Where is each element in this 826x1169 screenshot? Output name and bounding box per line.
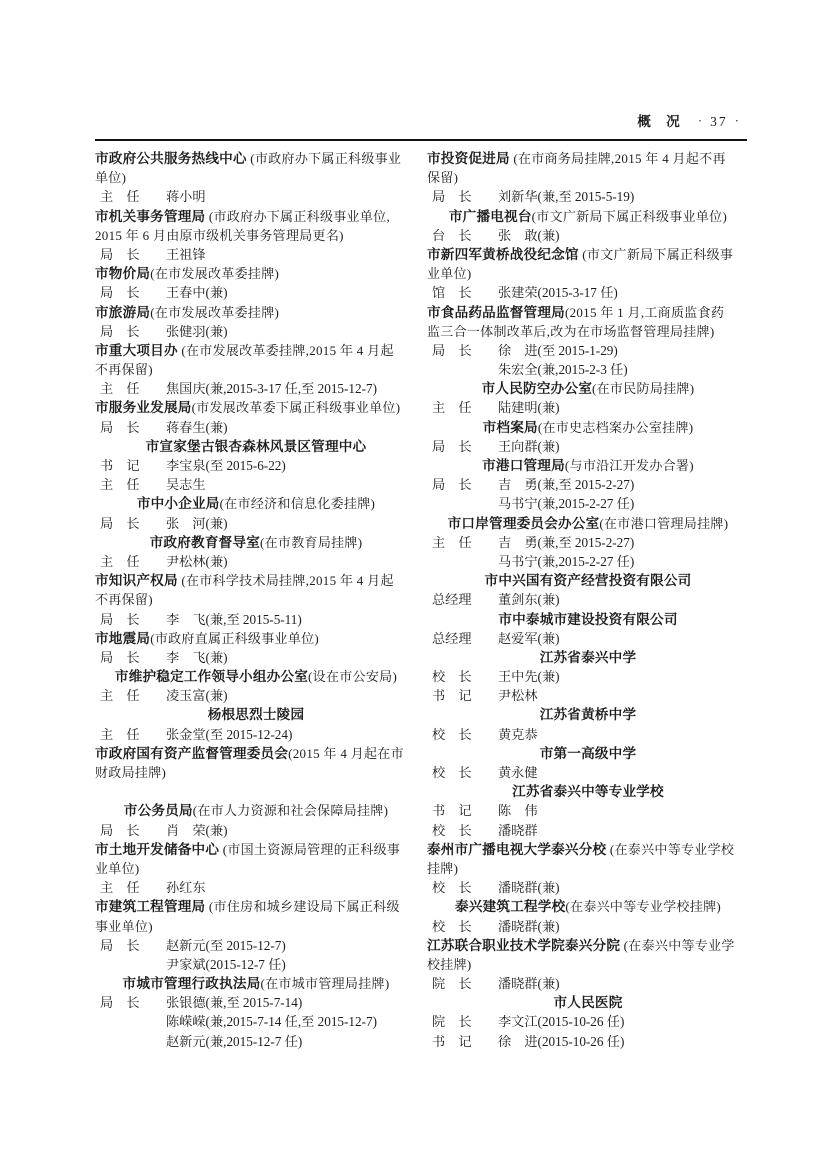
- org-note-continuation: [95, 763, 417, 782]
- officer-row: [95, 475, 417, 494]
- left-column: [95, 149, 417, 1051]
- org-name: 杨根思烈士陵园: [207, 707, 305, 723]
- org-note-continuation: [427, 322, 749, 341]
- officer-name: 黄永健: [498, 765, 538, 780]
- officer-row: [427, 917, 749, 936]
- org-entry: [95, 629, 417, 648]
- officer-row: [427, 629, 749, 648]
- org-note-text: 单位): [95, 170, 127, 186]
- officer-name: 尹松林: [498, 688, 538, 704]
- org-name: 市第一高级中学: [539, 745, 637, 761]
- officer-extra-row: [427, 552, 749, 571]
- officer-title: 局 长: [100, 419, 140, 435]
- org-entry-centered: [95, 437, 417, 456]
- org-entry: [427, 149, 749, 168]
- officer-name: 潘晓群(兼): [498, 880, 560, 896]
- org-note-text: 不再保留): [95, 362, 153, 378]
- officer-row: [427, 283, 749, 302]
- officer-title: 局 长: [100, 937, 140, 953]
- officer-title: 局 长: [432, 189, 472, 205]
- officer-row: [427, 667, 749, 686]
- officer-name: 黄克恭: [498, 726, 538, 742]
- org-note-continuation: [427, 955, 749, 974]
- officer-title: 总经理: [432, 592, 472, 608]
- officer-row: [427, 533, 749, 552]
- officer-row: [95, 936, 417, 955]
- officer-name: 董剑东(兼): [498, 592, 560, 608]
- officer-row: [95, 379, 417, 398]
- org-note-text: 校挂牌): [427, 956, 472, 972]
- org-name: 市档案局: [482, 419, 538, 435]
- officer-title: 校 长: [432, 918, 472, 934]
- page-number: 37: [710, 114, 728, 129]
- org-note-text: 业单位): [427, 266, 472, 282]
- officer-row: [427, 1012, 749, 1031]
- org-note-text: 保留): [427, 170, 459, 186]
- org-entry: [427, 840, 749, 859]
- org-entry-centered: [427, 744, 749, 763]
- org-entry: [95, 897, 417, 916]
- officer-row: [427, 398, 749, 417]
- org-note: (在市城市管理局挂牌): [260, 976, 390, 992]
- officer-row: [427, 475, 749, 494]
- org-note-continuation: [95, 168, 417, 187]
- officer-row: [95, 245, 417, 264]
- officer-name: 赵爱军(兼): [498, 630, 560, 646]
- officer-name: 刘新华(兼,至 2015-5-19): [498, 189, 635, 205]
- org-entry-centered: [427, 571, 749, 590]
- officer-row: [95, 322, 417, 341]
- officer-row: [427, 686, 749, 705]
- officer-name: 尹家斌(2015-12-7 任): [166, 956, 286, 972]
- officer-title: 局 长: [100, 323, 140, 339]
- org-entry-centered: [427, 514, 749, 533]
- org-name: 市建筑工程管理局: [95, 899, 206, 915]
- officer-row: [95, 187, 417, 206]
- officer-title: 书 记: [432, 1033, 472, 1049]
- officer-title: 局 长: [100, 611, 140, 627]
- org-name: 泰州市广播电视大学泰兴分校: [427, 841, 607, 857]
- officer-name: 蒋小明: [166, 189, 206, 205]
- org-name: 市服务业发展局: [95, 400, 192, 416]
- org-note: (市政府办下属正科级事业: [246, 151, 402, 166]
- officer-title: 书 记: [432, 688, 472, 704]
- org-note: (设在市公安局): [308, 669, 398, 685]
- org-name: 江苏联合职业技术学院泰兴分院: [427, 937, 621, 953]
- org-name: 市土地开发储备中心: [95, 841, 220, 857]
- officer-title: 主 任: [100, 726, 140, 742]
- org-name: 市中泰城市建设投资有限公司: [498, 611, 678, 627]
- org-entry-centered: [95, 667, 417, 686]
- org-note-continuation: [427, 264, 749, 283]
- org-note: (与市沿江开发办合署): [564, 458, 694, 473]
- officer-name: 尹松林(兼): [166, 553, 228, 569]
- officer-row: [427, 801, 749, 820]
- org-name: 市旅游局: [95, 304, 151, 320]
- officer-title: 主 任: [100, 189, 140, 205]
- officer-name: 吴志生: [166, 477, 206, 493]
- org-name: 江苏省黄桥中学: [539, 707, 637, 723]
- org-name: 市口岸管理委员会办公室: [447, 515, 600, 531]
- org-name: 市人民防空办公室: [481, 381, 592, 397]
- org-name: 市政府国有资产监督管理委员会: [95, 745, 289, 761]
- officer-title: 主 任: [432, 400, 472, 416]
- header-rule: [95, 139, 747, 141]
- officer-row: [427, 341, 749, 360]
- org-note-text: 挂牌): [427, 860, 459, 876]
- officer-name: 李文江(2015-10-26 任): [498, 1014, 625, 1030]
- org-entry-centered: [95, 974, 417, 993]
- officer-title: 局 长: [100, 285, 140, 301]
- officer-row: [95, 725, 417, 744]
- org-name: 江苏省泰兴中等专业学校: [512, 784, 664, 800]
- org-note: (在市商务局挂牌,2015 年 4 月起不再: [509, 151, 726, 166]
- org-entry: [95, 207, 417, 226]
- officer-title: 局 长: [100, 515, 140, 531]
- org-note: (市住房和城乡建设局下属正科级: [205, 899, 400, 915]
- officer-name: 张 敢(兼): [498, 227, 560, 243]
- officer-title: 校 长: [432, 765, 472, 780]
- org-note: (在市科学技术局挂牌,2015 年 4 月起: [177, 573, 394, 589]
- officer-name: 李宝泉(至 2015-6-22): [166, 458, 286, 473]
- officer-title: 主 任: [432, 534, 472, 550]
- org-entry-centered: [95, 533, 417, 552]
- officer-row: [95, 993, 417, 1012]
- officer-name: 朱宏全(兼,2015-2-3 任): [498, 362, 628, 378]
- blank-line: [95, 782, 417, 801]
- officer-title: 主 任: [100, 477, 140, 493]
- officer-row: [95, 418, 417, 437]
- officer-name: 潘晓群: [498, 822, 538, 838]
- officer-extra-row: [95, 955, 417, 974]
- officer-title: 局 长: [432, 342, 472, 358]
- org-note-text: 事业单位): [95, 918, 153, 934]
- org-name: 泰兴建筑工程学校: [455, 899, 566, 915]
- officer-row: [95, 552, 417, 571]
- officer-name: 王向群(兼): [498, 438, 560, 454]
- officer-title: 主 任: [100, 688, 140, 704]
- officer-row: [427, 974, 749, 993]
- officer-title: 主 任: [100, 553, 140, 569]
- org-note: (在泰兴中等专业学校挂牌): [565, 899, 721, 915]
- officer-title: 局 长: [100, 649, 140, 665]
- right-column: [427, 149, 749, 1051]
- org-note: (在市教育局挂牌): [260, 534, 363, 550]
- org-name: 市广播电视台: [448, 208, 532, 224]
- org-entry-centered: [427, 993, 749, 1012]
- officer-name: 张健羽(兼): [166, 323, 228, 339]
- org-entry-centered: [427, 456, 749, 475]
- officer-name: 陈 伟: [498, 803, 538, 819]
- org-entry-centered: [427, 610, 749, 629]
- org-entry-centered: [95, 801, 417, 820]
- org-note: (市发展改革委下属正科级事业单位): [191, 400, 401, 416]
- officer-row: [427, 226, 749, 245]
- content-columns: [95, 149, 749, 1051]
- officer-name: 马书宁(兼,2015-2-27 任): [498, 496, 635, 512]
- officer-name: 凌玉富(兼): [166, 688, 228, 704]
- officer-row: [427, 590, 749, 609]
- org-name: 市食品药品监督管理局: [427, 304, 565, 320]
- org-note: (2015 年 1 月,工商质监食药: [564, 304, 725, 320]
- org-entry-centered: [427, 379, 749, 398]
- org-entry: [95, 398, 417, 417]
- officer-extra-row: [427, 494, 749, 513]
- org-note: (在市港口管理局挂牌): [599, 515, 729, 531]
- officer-title: 院 长: [432, 976, 472, 992]
- org-note-text: 2015 年 6 月由原市级机关事务管理局更名): [95, 227, 344, 243]
- officer-name: 赵新元(兼,2015-12-7 任): [166, 1033, 303, 1049]
- officer-name: 李 飞(兼,至 2015-5-11): [166, 611, 302, 627]
- officer-title: 主 任: [100, 381, 140, 397]
- org-note-continuation: [95, 360, 417, 379]
- officer-name: 张 河(兼): [166, 515, 228, 531]
- officer-title: 台 长: [432, 227, 472, 243]
- running-head: [95, 110, 747, 134]
- officer-name: 李 飞(兼): [166, 649, 228, 665]
- officer-name: 张建荣(2015-3-17 任): [498, 285, 618, 301]
- officer-title: 校 长: [432, 726, 472, 742]
- officer-extra-row: [427, 360, 749, 379]
- org-name: 市知识产权局: [95, 573, 178, 589]
- officer-name: 潘晓群(兼): [498, 976, 560, 992]
- officer-row: [95, 456, 417, 475]
- officer-title: 书 记: [100, 458, 140, 473]
- org-note: (市政府办下属正科级事业单位,: [205, 208, 390, 224]
- officer-title: 书 记: [432, 803, 472, 819]
- org-name: 市宣家堡古银杏森林风景区管理中心: [145, 438, 367, 454]
- org-note: (在市发展改革委挂牌): [150, 304, 280, 320]
- org-entry-centered: [95, 705, 417, 724]
- org-note-text: 不再保留): [95, 592, 153, 608]
- org-name: 市重大项目办: [95, 342, 178, 358]
- org-name: 市政府教育督导室: [149, 534, 260, 550]
- org-note: (在泰兴中等专业学校: [606, 841, 735, 857]
- officer-row: [427, 1032, 749, 1051]
- org-note: (在市发展改革委挂牌,2015 年 4 月起: [177, 342, 394, 358]
- officer-row: [427, 878, 749, 897]
- org-entry: [427, 303, 749, 322]
- org-note: (在市经济和信息化委挂牌): [219, 496, 376, 512]
- org-entry: [95, 149, 417, 168]
- org-note-continuation: [95, 226, 417, 245]
- org-entry-centered: [95, 494, 417, 513]
- org-note-continuation: [95, 917, 417, 936]
- org-note: (市国土资源局管理的正科级事: [219, 841, 401, 857]
- org-name: 市投资促进局: [427, 151, 510, 166]
- org-note-text: 业单位): [95, 860, 140, 876]
- org-entry: [95, 341, 417, 360]
- officer-title: 局 长: [432, 477, 472, 493]
- org-note-continuation: [95, 859, 417, 878]
- officer-title: 馆 长: [432, 285, 472, 301]
- officer-name: 张金堂(至 2015-12-24): [166, 726, 293, 742]
- officer-name: 肖 荣(兼): [166, 822, 228, 838]
- officer-name: 蒋春生(兼): [166, 419, 228, 435]
- org-note: (在市发展改革委挂牌): [150, 266, 280, 282]
- org-name: 市城市管理行政执法局: [122, 976, 261, 992]
- org-name: 江苏省泰兴中学: [539, 649, 637, 665]
- officer-row: [95, 686, 417, 705]
- officer-row: [427, 821, 749, 840]
- org-note: (在泰兴中等专业学: [620, 937, 735, 953]
- officer-name: 王中先(兼): [498, 669, 560, 685]
- officer-name: 吉 勇(兼,至 2015-2-27): [498, 534, 635, 550]
- org-entry: [427, 245, 749, 264]
- officer-row: [95, 514, 417, 533]
- officer-title: 主 任: [100, 880, 140, 896]
- org-name: 市人民医院: [553, 995, 623, 1011]
- org-entry-centered: [427, 418, 749, 437]
- officer-title: 局 长: [100, 246, 140, 262]
- officer-name: 马书宁(兼,2015-2-27 任): [498, 553, 635, 569]
- officer-row: [427, 187, 749, 206]
- officer-title: 局 长: [100, 822, 140, 838]
- org-note-continuation: [427, 859, 749, 878]
- officer-row: [427, 437, 749, 456]
- officer-name: 吉 勇(兼,至 2015-2-27): [498, 477, 635, 493]
- officer-name: 王祖锋: [166, 246, 206, 262]
- org-entry-centered: [427, 782, 749, 801]
- org-entry: [95, 264, 417, 283]
- org-note: (在市民防局挂牌): [592, 381, 695, 397]
- org-name: 市港口管理局: [482, 458, 565, 473]
- officer-row: [427, 763, 749, 782]
- org-note: (市政府直属正科级事业单位): [150, 630, 320, 646]
- org-entry: [427, 936, 749, 955]
- officer-name: 徐 进(2015-10-26 任): [498, 1033, 625, 1049]
- officer-extra-row: [95, 1012, 417, 1031]
- org-entry: [95, 303, 417, 322]
- officer-name: 徐 进(至 2015-1-29): [498, 342, 618, 358]
- org-note: (在市人力资源和社会保障局挂牌): [192, 803, 389, 819]
- org-note-text: 财政局挂牌): [95, 765, 167, 780]
- org-note: (2015 年 4 月起在市: [288, 745, 404, 761]
- org-name: 市物价局: [95, 266, 151, 282]
- org-entry-centered: [427, 705, 749, 724]
- separator-dot: ·: [697, 113, 704, 128]
- officer-name: 陈嵘嵘(兼,2015-7-14 任,至 2015-12-7): [166, 1014, 377, 1030]
- officer-extra-row: [95, 1032, 417, 1051]
- org-name: 市机关事务管理局: [95, 208, 206, 224]
- officer-row: [95, 283, 417, 302]
- officer-row: [95, 648, 417, 667]
- officer-title: 总经理: [432, 630, 472, 646]
- org-entry: [95, 744, 417, 763]
- org-name: 市中兴国有资产经营投资有限公司: [484, 573, 692, 589]
- officer-name: 陆建明(兼): [498, 400, 560, 416]
- officer-row: [95, 610, 417, 629]
- officer-name: 张银德(兼,至 2015-7-14): [166, 995, 303, 1011]
- org-name: 市中小企业局: [136, 496, 220, 512]
- officer-row: [427, 725, 749, 744]
- org-entry: [95, 571, 417, 590]
- officer-title: 院 长: [432, 1014, 472, 1030]
- org-name: 市地震局: [95, 630, 151, 646]
- org-note: (市文广新局下属正科级事业单位): [531, 208, 728, 224]
- org-note-continuation: [95, 590, 417, 609]
- separator-dot: ·: [734, 113, 740, 128]
- officer-name: 潘晓群(兼): [498, 918, 560, 934]
- org-entry-centered: [427, 897, 749, 916]
- org-entry-centered: [427, 648, 749, 667]
- org-note-text: 监三合一体制改革后,改为在市场监督管理局挂牌): [427, 323, 715, 339]
- org-note: (市文广新局下属正科级事: [578, 246, 734, 262]
- running-head-title: 概 况: [637, 114, 681, 129]
- org-name: 市维护稳定工作领导小组办公室: [114, 669, 309, 685]
- org-entry-centered: [427, 207, 749, 226]
- officer-title: 局 长: [100, 995, 140, 1011]
- officer-name: 焦国庆(兼,2015-3-17 任,至 2015-12-7): [166, 381, 377, 397]
- officer-title: 校 长: [432, 880, 472, 896]
- org-note: (在市史志档案办公室挂牌): [537, 419, 694, 435]
- org-name: 市新四军黄桥战役纪念馆: [427, 246, 579, 262]
- officer-name: 赵新元(至 2015-12-7): [166, 937, 286, 953]
- officer-name: 王春中(兼): [166, 285, 228, 301]
- org-name: 市公务员局: [123, 803, 193, 819]
- org-note-continuation: [427, 168, 749, 187]
- officer-row: [95, 878, 417, 897]
- officer-row: [95, 821, 417, 840]
- officer-title: 校 长: [432, 669, 472, 685]
- officer-name: 孙红东: [166, 880, 206, 896]
- officer-title: 校 长: [432, 822, 472, 838]
- officer-title: 局 长: [432, 438, 472, 454]
- org-name: 市政府公共服务热线中心: [95, 151, 247, 166]
- org-entry: [95, 840, 417, 859]
